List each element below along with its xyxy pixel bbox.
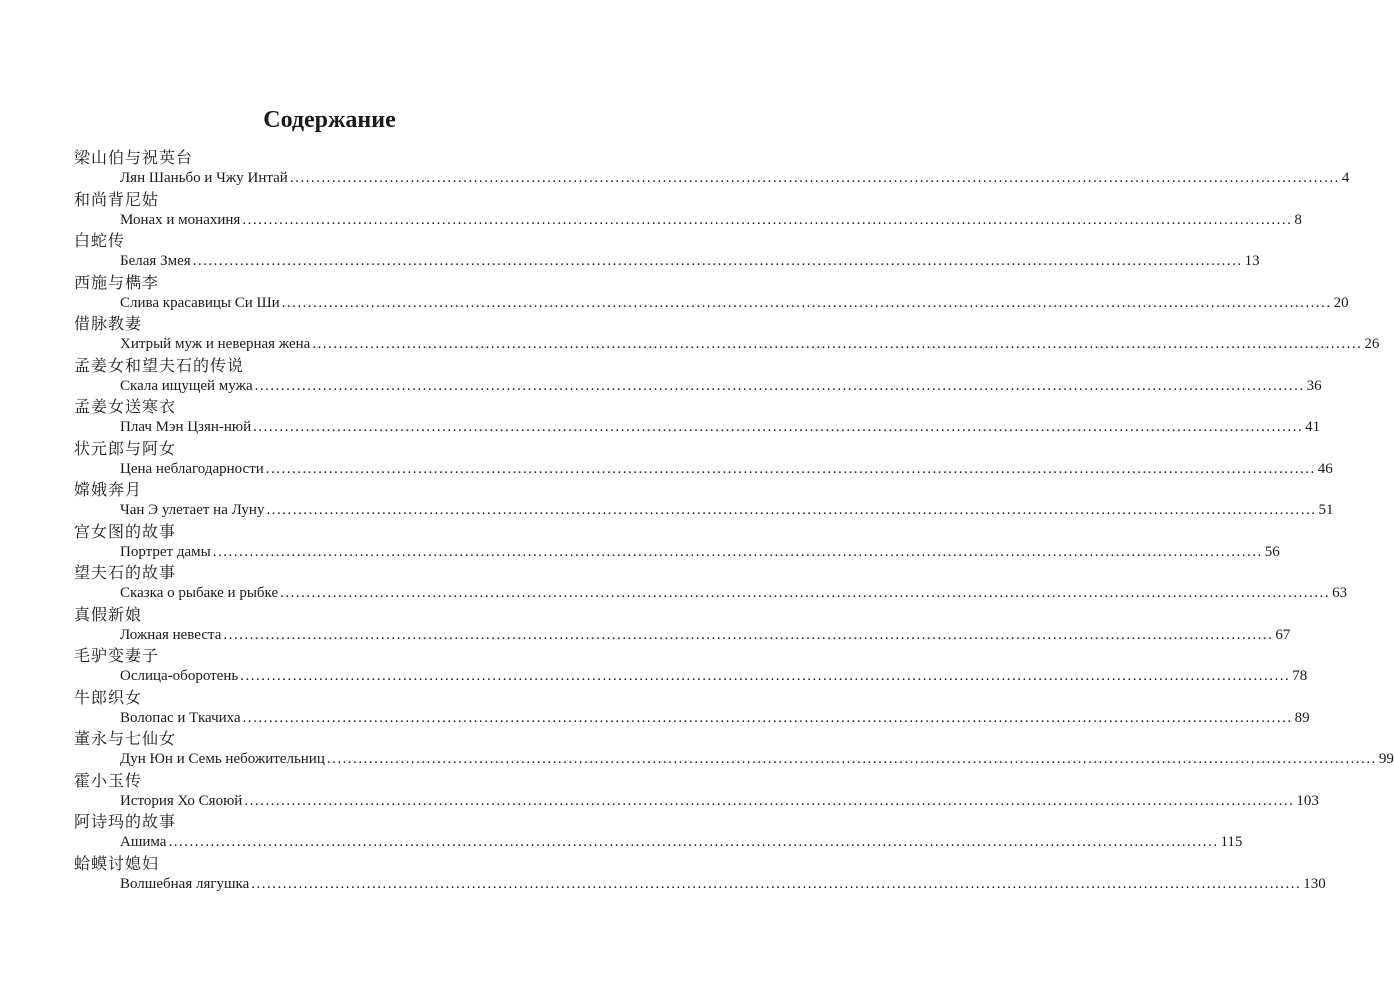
toc-page-number: 89 <box>1294 709 1310 726</box>
toc-chinese-title: 孟姜女和望夫石的传说 <box>74 355 245 375</box>
toc-line <box>120 376 1322 396</box>
toc-line <box>120 334 1380 354</box>
toc-russian-title: Ложная невеста <box>120 626 222 643</box>
toc-line <box>120 251 1260 271</box>
toc-dot-leader: ........................................................................................................................................................................................................ <box>289 170 1340 186</box>
toc-line <box>120 666 1308 686</box>
toc-chinese-title: 蛤蟆讨媳妇 <box>74 853 160 873</box>
toc-dot-leader: ........................................................................................................................................................................................................ <box>281 294 1332 311</box>
toc-dot-leader: ........................................................................................................................................................................................................ <box>192 253 1243 269</box>
toc-dot-leader: ........................................................................................................................................................................................................ <box>242 211 1293 228</box>
toc-russian-title: Сказка о рыбаке и рыбке <box>120 585 279 601</box>
toc-chinese-title: 霍小玉传 <box>74 770 143 790</box>
toc-page-number: 36 <box>1306 377 1322 394</box>
toc-entry <box>0 852 1326 894</box>
toc-page-number: 4 <box>1341 170 1350 186</box>
toc-page-number: 99 <box>1378 751 1394 767</box>
toc-dot-leader: ........................................................................................................................................................................................................ <box>242 709 1293 726</box>
toc-chinese-title: 董永与七仙女 <box>74 729 177 748</box>
toc-russian-title: Хитрый муж и неверная жена <box>120 336 311 352</box>
toc-dot-leader: ........................................................................................................................................................................................................ <box>312 336 1363 352</box>
toc-chinese-title: 借脉教妻 <box>74 314 143 333</box>
toc-russian-title: Плач Мэн Цзян-нюй <box>120 419 252 435</box>
toc-entry <box>0 561 1348 603</box>
toc-dot-leader: ........................................................................................................................................................................................................ <box>240 668 1291 684</box>
toc-russian-title: Волопас и Ткачиха <box>120 709 241 726</box>
toc-dot-leader: ........................................................................................................................................................................................................ <box>253 419 1304 435</box>
toc-entry <box>0 312 1380 354</box>
toc-entry <box>0 188 1302 230</box>
toc-russian-title: Слива красавицы Си Ши <box>120 294 280 311</box>
toc-chinese-title: 宫女图的故事 <box>74 521 177 541</box>
toc-dot-leader: ........................................................................................................................................................................................................ <box>265 460 1316 477</box>
toc-dot-leader: ........................................................................................................................................................................................................ <box>251 875 1302 892</box>
toc-chinese-title: 真假新娘 <box>74 604 143 624</box>
toc-russian-title: Белая Змея <box>120 253 191 269</box>
toc-page-number: 41 <box>1305 419 1321 435</box>
toc-page-number: 78 <box>1292 668 1308 684</box>
toc-entry <box>0 271 1349 313</box>
page-title: Содержание <box>263 107 396 133</box>
toc-russian-title: Скала ищущей мужа <box>120 377 253 394</box>
toc-russian-title: Волшебная лягушка <box>120 875 250 892</box>
toc-entry <box>0 810 1243 852</box>
table-of-contents <box>0 146 1394 893</box>
toc-page-number: 20 <box>1333 294 1349 311</box>
toc-line <box>120 832 1243 852</box>
toc-line <box>120 583 1348 603</box>
toc-line <box>120 417 1321 437</box>
toc-line <box>120 459 1333 479</box>
toc-line <box>120 168 1350 188</box>
toc-chinese-title: 梁山伯与祝英台 <box>74 148 194 167</box>
toc-line <box>120 708 1310 728</box>
toc-dot-leader: ........................................................................................................................................................................................................ <box>280 585 1331 601</box>
toc-line <box>120 210 1302 230</box>
toc-russian-title: Цена неблагодарности <box>120 460 264 477</box>
toc-line <box>120 791 1319 811</box>
toc-entry <box>0 229 1260 271</box>
toc-entry <box>0 603 1291 645</box>
toc-page-number: 63 <box>1332 585 1348 601</box>
toc-dot-leader: ........................................................................................................................................................................................................ <box>326 751 1377 767</box>
toc-line <box>120 749 1394 769</box>
toc-russian-title: Портрет дамы <box>120 543 211 560</box>
toc-entry <box>0 395 1321 437</box>
toc-chinese-title: 阿诗玛的故事 <box>74 812 177 831</box>
toc-line <box>120 542 1280 562</box>
toc-entry <box>0 769 1319 811</box>
toc-chinese-title: 状元郎与阿女 <box>74 438 177 458</box>
toc-entry <box>0 686 1310 728</box>
toc-russian-title: Чан Э улетает на Луну <box>120 502 265 518</box>
toc-entry <box>0 520 1280 562</box>
toc-dot-leader: ........................................................................................................................................................................................................ <box>212 543 1263 560</box>
toc-dot-leader: ........................................................................................................................................................................................................ <box>223 626 1274 643</box>
toc-russian-title: Монах и монахиня <box>120 211 241 228</box>
toc-entry <box>0 644 1308 686</box>
toc-dot-leader: ........................................................................................................................................................................................................ <box>266 502 1317 518</box>
toc-russian-title: Дун Юн и Семь небожительниц <box>120 751 325 767</box>
toc-entry <box>0 727 1394 769</box>
toc-line <box>120 293 1349 313</box>
toc-page-number: 51 <box>1318 502 1334 518</box>
toc-page-number: 46 <box>1317 460 1333 477</box>
toc-page-number: 8 <box>1294 211 1302 228</box>
toc-russian-title: Ослица-оборотень <box>120 668 239 684</box>
toc-entry <box>0 146 1350 188</box>
toc-page-number: 26 <box>1364 336 1380 352</box>
toc-chinese-title: 白蛇传 <box>74 231 126 250</box>
toc-line <box>120 625 1291 645</box>
toc-page-number: 115 <box>1220 834 1243 850</box>
toc-chinese-title: 和尚背尼姑 <box>74 189 160 209</box>
toc-russian-title: Ашима <box>120 834 167 850</box>
toc-dot-leader: ........................................................................................................................................................................................................ <box>244 792 1295 809</box>
toc-russian-title: Лян Шаньбо и Чжу Интай <box>120 170 288 186</box>
toc-chinese-title: 毛驴变妻子 <box>74 646 160 665</box>
toc-page-number: 56 <box>1264 543 1280 560</box>
toc-page-number: 130 <box>1303 875 1326 892</box>
toc-page-number: 67 <box>1275 626 1291 643</box>
toc-dot-leader: ........................................................................................................................................................................................................ <box>254 377 1305 394</box>
toc-entry <box>0 478 1334 520</box>
toc-chinese-title: 牛郎织女 <box>74 687 143 707</box>
toc-line <box>120 874 1326 894</box>
toc-entry <box>0 354 1322 396</box>
toc-dot-leader: ........................................................................................................................................................................................................ <box>168 834 1219 850</box>
toc-chinese-title: 望夫石的故事 <box>74 563 177 582</box>
toc-page-number: 103 <box>1296 792 1319 809</box>
toc-chinese-title: 西施与檇李 <box>74 272 160 292</box>
toc-entry <box>0 437 1333 479</box>
toc-line <box>120 500 1334 520</box>
toc-chinese-title: 嫦娥奔月 <box>74 480 143 499</box>
toc-page-number: 13 <box>1244 253 1260 269</box>
toc-chinese-title: 孟姜女送寒衣 <box>74 397 177 416</box>
toc-russian-title: История Хо Сяоюй <box>120 792 243 809</box>
